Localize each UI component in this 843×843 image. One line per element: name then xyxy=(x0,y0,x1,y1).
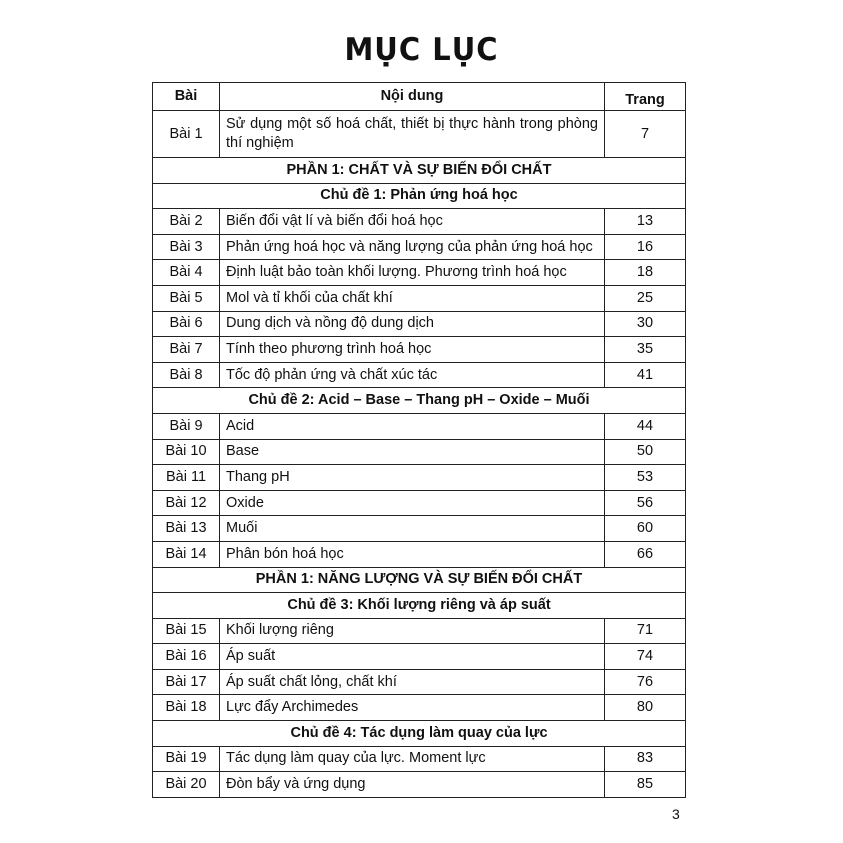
lesson-number: Bài 15 xyxy=(153,618,220,644)
lesson-title: Tính theo phương trình hoá học xyxy=(220,337,605,363)
table-row xyxy=(153,669,686,695)
header-row xyxy=(153,83,686,111)
topic-heading: Chủ đề 2: Acid – Base – Thang pH – Oxide – Muối xyxy=(153,388,686,414)
page-ref: 56 xyxy=(605,490,686,516)
table-row xyxy=(153,772,686,798)
page-number: 3 xyxy=(672,806,680,822)
table-row xyxy=(153,209,686,235)
table-row xyxy=(153,362,686,388)
lesson-number: Bài 3 xyxy=(153,234,220,260)
topic-row xyxy=(153,721,686,747)
part-row xyxy=(153,158,686,184)
page-ref: 41 xyxy=(605,362,686,388)
page-ref: 83 xyxy=(605,746,686,772)
page-ref: 13 xyxy=(605,209,686,235)
lesson-number: Bài 9 xyxy=(153,413,220,439)
page-ref: 80 xyxy=(605,695,686,721)
header-page: Trang xyxy=(605,83,686,111)
page-ref: 35 xyxy=(605,337,686,363)
lesson-title: Phân bón hoá học xyxy=(220,541,605,567)
lesson-number: Bài 16 xyxy=(153,644,220,670)
header-lesson: Bài xyxy=(153,83,220,111)
table-row xyxy=(153,644,686,670)
lesson-number: Bài 17 xyxy=(153,669,220,695)
page-ref: 74 xyxy=(605,644,686,670)
lesson-number: Bài 5 xyxy=(153,285,220,311)
part-row xyxy=(153,567,686,593)
topic-row xyxy=(153,183,686,209)
table-row xyxy=(153,490,686,516)
page-ref: 16 xyxy=(605,234,686,260)
lesson-title: Thang pH xyxy=(220,465,605,491)
lesson-title: Áp suất xyxy=(220,644,605,670)
table-row xyxy=(153,234,686,260)
page-ref: 66 xyxy=(605,541,686,567)
lesson-title: Tốc độ phản ứng và chất xúc tác xyxy=(220,362,605,388)
lesson-title: Muối xyxy=(220,516,605,542)
page-ref: 25 xyxy=(605,285,686,311)
lesson-title: Tác dụng làm quay của lực. Moment lực xyxy=(220,746,605,772)
topic-heading: Chủ đề 3: Khối lượng riêng và áp suất xyxy=(153,593,686,619)
lesson-number: Bài 11 xyxy=(153,465,220,491)
lesson-title: Lực đẩy Archimedes xyxy=(220,695,605,721)
lesson-number: Bài 4 xyxy=(153,260,220,286)
page-ref: 30 xyxy=(605,311,686,337)
table-row xyxy=(153,618,686,644)
lesson-title: Dung dịch và nồng độ dung dịch xyxy=(220,311,605,337)
lesson-number: Bài 20 xyxy=(153,772,220,798)
part-heading: PHẦN 1: CHẤT VÀ SỰ BIẾN ĐỔI CHẤT xyxy=(153,158,686,184)
page-ref: 71 xyxy=(605,618,686,644)
table-row xyxy=(153,516,686,542)
lesson-number: Bài 14 xyxy=(153,541,220,567)
topic-heading: Chủ đề 1: Phản ứng hoá học xyxy=(153,183,686,209)
lesson-title: Định luật bảo toàn khối lượng. Phương trình hoá học xyxy=(220,260,605,286)
page-ref: 7 xyxy=(605,111,686,158)
page-ref: 76 xyxy=(605,669,686,695)
lesson-title: Acid xyxy=(220,413,605,439)
table-row xyxy=(153,413,686,439)
page-ref: 85 xyxy=(605,772,686,798)
header-content: Nội dung xyxy=(220,83,605,111)
table-row xyxy=(153,311,686,337)
lesson-title: Sử dụng một số hoá chất, thiết bị thực hành trong phòng thí nghiệm xyxy=(220,111,605,158)
lesson-number: Bài 7 xyxy=(153,337,220,363)
lesson-title: Biến đổi vật lí và biến đổi hoá học xyxy=(220,209,605,235)
lesson-title: Mol và tỉ khối của chất khí xyxy=(220,285,605,311)
lesson-number: Bài 2 xyxy=(153,209,220,235)
page-ref: 60 xyxy=(605,516,686,542)
lesson-number: Bài 12 xyxy=(153,490,220,516)
table-row xyxy=(153,111,686,158)
table-row xyxy=(153,285,686,311)
table-row xyxy=(153,337,686,363)
page-ref: 18 xyxy=(605,260,686,286)
table-row xyxy=(153,541,686,567)
lesson-number: Bài 13 xyxy=(153,516,220,542)
table-row xyxy=(153,695,686,721)
lesson-title: Áp suất chất lỏng, chất khí xyxy=(220,669,605,695)
lesson-title: Phản ứng hoá học và năng lượng của phản ứng hoá học xyxy=(220,234,605,260)
lesson-number: Bài 19 xyxy=(153,746,220,772)
lesson-number: Bài 18 xyxy=(153,695,220,721)
lesson-number: Bài 8 xyxy=(153,362,220,388)
toc-table xyxy=(152,82,686,798)
table-row xyxy=(153,439,686,465)
topic-row xyxy=(153,388,686,414)
lesson-number: Bài 6 xyxy=(153,311,220,337)
page-ref: 44 xyxy=(605,413,686,439)
page-ref: 53 xyxy=(605,465,686,491)
lesson-title: Khối lượng riêng xyxy=(220,618,605,644)
lesson-title: Đòn bẩy và ứng dụng xyxy=(220,772,605,798)
toc-body xyxy=(153,83,686,798)
page-ref: 50 xyxy=(605,439,686,465)
page-title: MỤC LỤC xyxy=(344,30,499,68)
table-row xyxy=(153,465,686,491)
topic-heading: Chủ đề 4: Tác dụng làm quay của lực xyxy=(153,721,686,747)
lesson-number: Bài 10 xyxy=(153,439,220,465)
part-heading: PHẦN 1: NĂNG LƯỢNG VÀ SỰ BIẾN ĐỔI CHẤT xyxy=(153,567,686,593)
table-row xyxy=(153,260,686,286)
lesson-title: Base xyxy=(220,439,605,465)
lesson-title: Oxide xyxy=(220,490,605,516)
lesson-number: Bài 1 xyxy=(153,111,220,158)
table-row xyxy=(153,746,686,772)
topic-row xyxy=(153,593,686,619)
